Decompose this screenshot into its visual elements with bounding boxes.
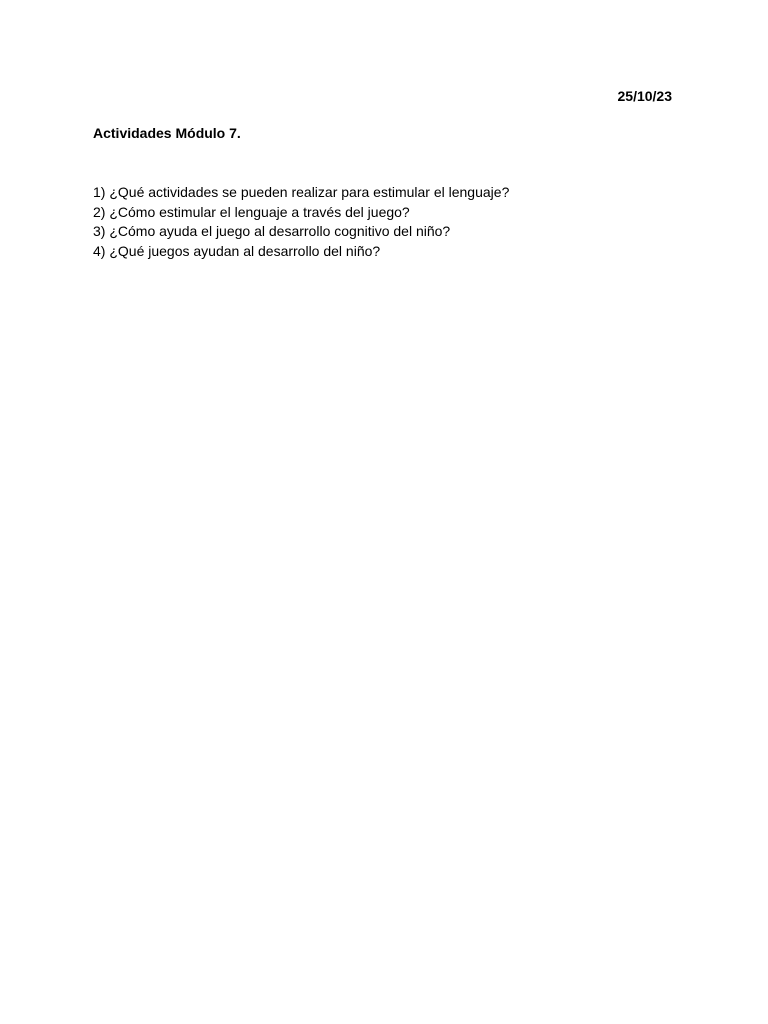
question-item: 4) ¿Qué juegos ayudan al desarrollo del niño? — [93, 242, 381, 259]
question-list — [93, 183, 509, 261]
document-title: Actividades Módulo 7. — [93, 125, 241, 141]
question-item: 1) ¿Qué actividades se pueden realizar para estimular el lenguaje? — [93, 184, 510, 200]
question-item: 3) ¿Cómo ayuda el juego al desarrollo cognitivo del niño? — [93, 223, 451, 239]
document-date: 25/10/23 — [617, 88, 672, 104]
question-item: 2) ¿Cómo estimular el lenguaje a través del juego? — [93, 203, 410, 220]
